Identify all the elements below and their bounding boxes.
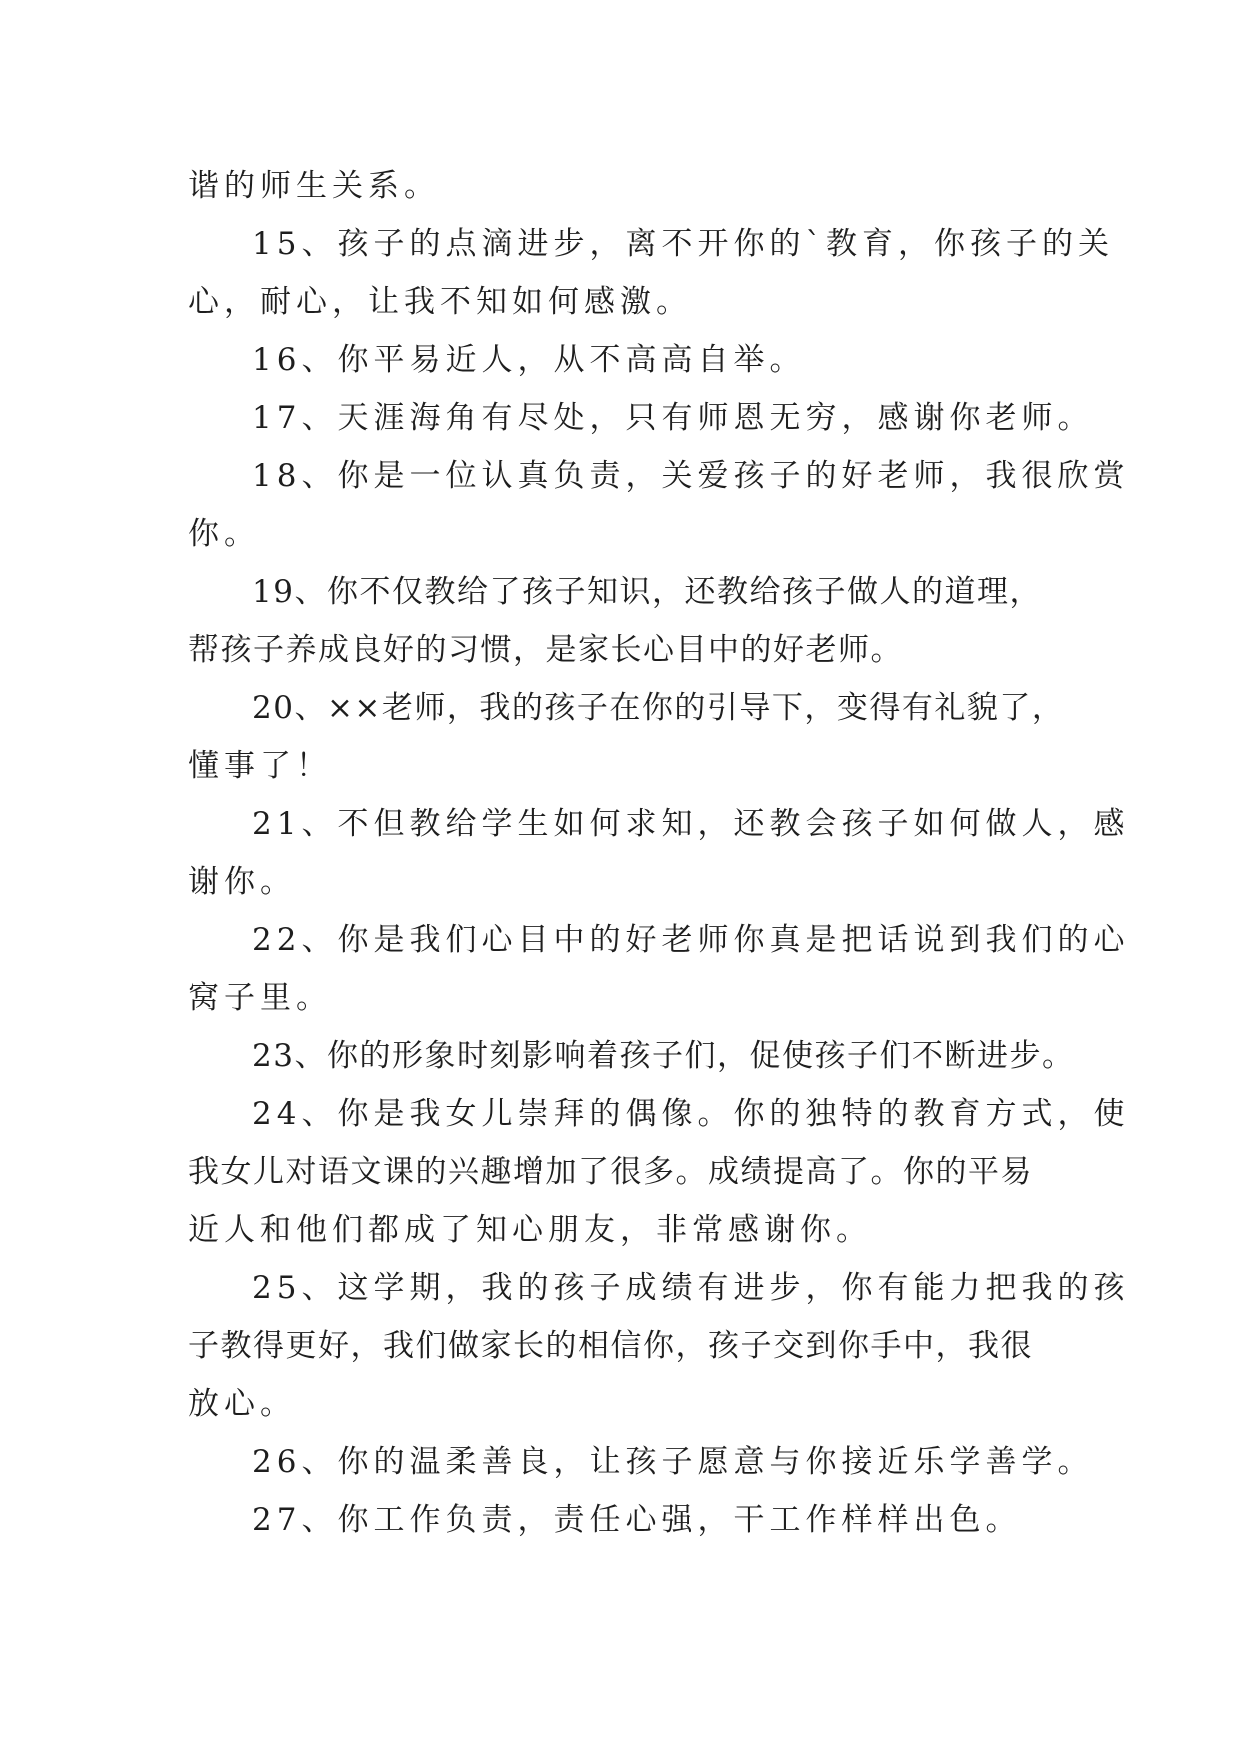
paragraph-26: 26、你的温柔善良，让孩子愿意与你接近乐学善学。 — [252, 1444, 1094, 1480]
paragraph-17: 17、天涯海角有尽处，只有师恩无穷，感谢你老师。 — [252, 400, 1094, 436]
paragraph-24-line-3: 近人和他们都成了知心朋友，非常感谢你。 — [188, 1212, 872, 1248]
paragraph-21-line-1: 21、不但教给学生如何求知，还教会孩子如何做人，感 — [252, 806, 1130, 842]
paragraph-22-line-2: 窝子里。 — [188, 980, 332, 1016]
paragraph-16: 16、你平易近人，从不高高自举。 — [252, 342, 806, 378]
paragraph-25-line-2: 子教得更好，我们做家长的相信你，孩子交到你手中，我很 — [188, 1328, 1033, 1364]
paragraph-27: 27、你工作负责，责任心强，干工作样样出色。 — [252, 1502, 1022, 1538]
paragraph-20-line-2: 懂事了！ — [188, 748, 332, 784]
paragraph-18-line-1: 18、你是一位认真负责，关爱孩子的好老师，我很欣赏 — [252, 458, 1130, 494]
text-line: 谐的师生关系。 — [188, 168, 440, 204]
paragraph-24-line-1: 24、你是我女儿崇拜的偶像。你的独特的教育方式，使 — [252, 1096, 1130, 1132]
paragraph-19-line-1: 19、你不仅教给了孩子知识，还教给孩子做人的道理， — [252, 574, 1042, 610]
paragraph-15-line-1: 15、孩子的点滴进步，离不开你的`教育，你孩子的关 — [252, 226, 1114, 262]
paragraph-25-line-1: 25、这学期，我的孩子成绩有进步，你有能力把我的孩 — [252, 1270, 1130, 1306]
paragraph-18-line-2: 你。 — [188, 516, 260, 552]
paragraph-24-line-2: 我女儿对语文课的兴趣增加了很多。成绩提高了。你的平易 — [188, 1154, 1033, 1190]
document-body — [188, 157, 1130, 1549]
paragraph-19-line-2: 帮孩子养成良好的习惯，是家长心目中的好老师。 — [188, 632, 903, 668]
paragraph-21-line-2: 谢你。 — [188, 864, 296, 900]
paragraph-25-line-3: 放心。 — [188, 1386, 296, 1422]
paragraph-20-line-1: 20、××老师，我的孩子在你的引导下，变得有礼貌了， — [252, 690, 1065, 726]
paragraph-23: 23、你的形象时刻影响着孩子们，促使孩子们不断进步。 — [252, 1038, 1075, 1074]
paragraph-22-line-1: 22、你是我们心目中的好老师你真是把话说到我们的心 — [252, 922, 1130, 958]
paragraph-15-line-2: 心，耐心，让我不知如何感激。 — [188, 284, 692, 320]
